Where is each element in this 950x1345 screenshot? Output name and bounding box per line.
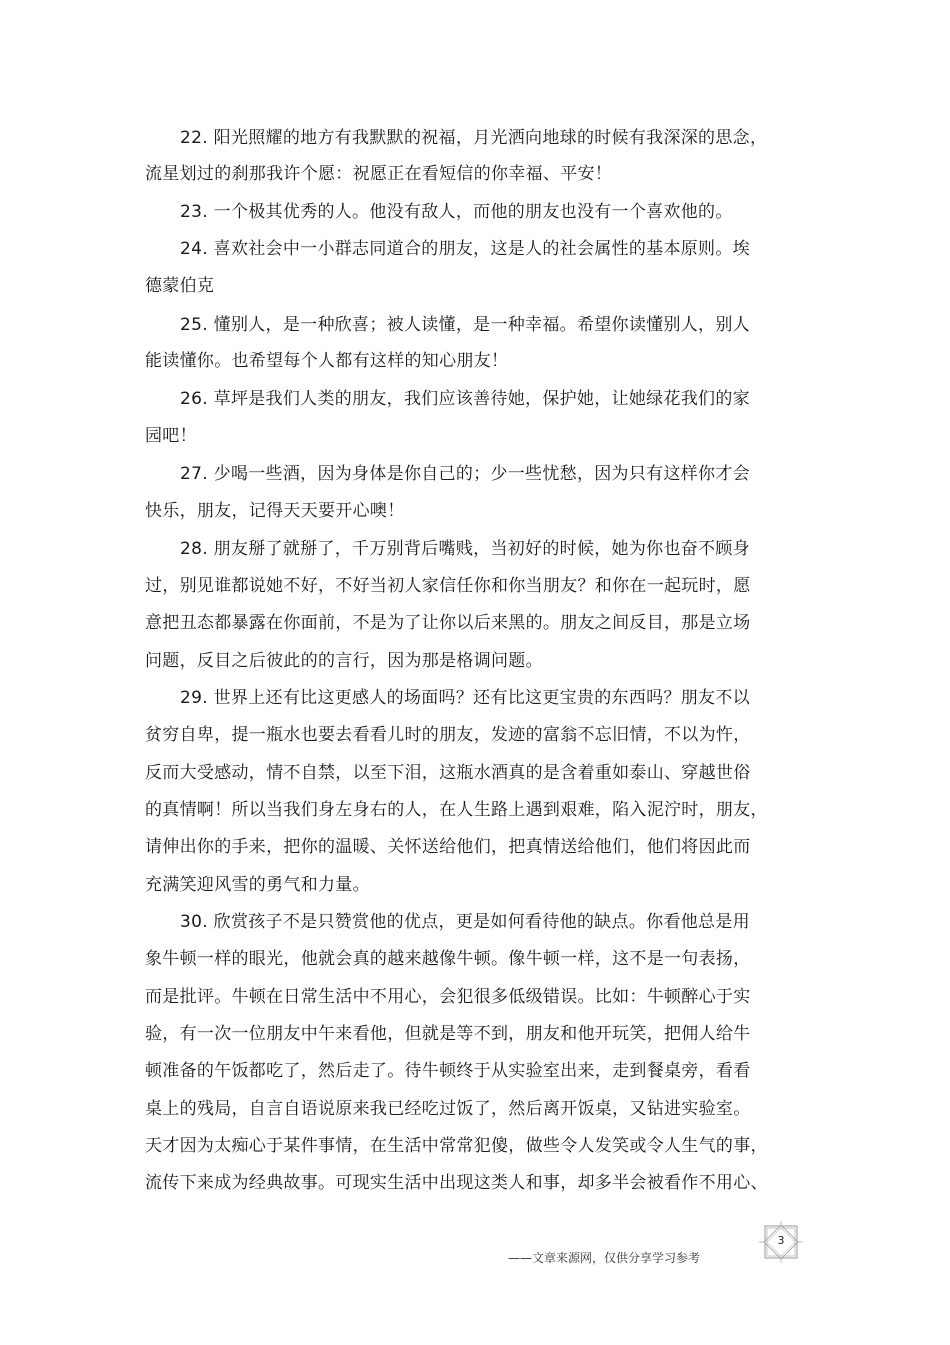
text-line: 充满笑迎风雪的勇气和力量。 bbox=[145, 875, 370, 895]
text-line: 24. 喜欢社会中一小群志同道合的朋友，这是人的社会属性的基本原则。埃 bbox=[180, 239, 750, 259]
text-line: 30. 欣赏孩子不是只赞赏他的优点，更是如何看待他的缺点。你看他总是用 bbox=[180, 912, 750, 932]
text-line: 23. 一个极其优秀的人。他没有敌人，而他的朋友也没有一个喜欢他的。 bbox=[180, 202, 733, 222]
text-line: 贫穷自卑，提一瓶水也要去看看儿时的朋友，发迹的富翁不忘旧情，不以为忤， bbox=[145, 725, 751, 745]
source-footnote: ——文章来源网，仅供分享学习参考 bbox=[508, 1251, 701, 1265]
text-line: 意把丑态都暴露在你面前，不是为了让你以后来黑的。朋友之间反目，那是立场 bbox=[145, 613, 751, 633]
text-line: 过，别见谁都说她不好，不好当初人家信任你和你当朋友？和你在一起玩时，愿 bbox=[145, 576, 751, 596]
text-line: 能读懂你。也希望每个人都有这样的知心朋友！ bbox=[145, 351, 509, 371]
text-line: 请伸出你的手来，把你的温暖、关怀送给他们，把真情送给他们，他们将因此而 bbox=[145, 837, 751, 857]
text-line: 26. 草坪是我们人类的朋友，我们应该善待她，保护她，让她绿花我们的家 bbox=[180, 389, 750, 409]
text-line: 28. 朋友掰了就掰了，千万别背后嘴贱，当初好的时候，她为你也奋不顾身 bbox=[180, 539, 750, 559]
page-number-badge bbox=[757, 1220, 805, 1264]
text-line: 流星划过的刹那我许个愿：祝愿正在看短信的你幸福、平安！ bbox=[145, 164, 613, 184]
text-line: 27. 少喝一些酒，因为身体是你自己的；少一些忧愁，因为只有这样你才会 bbox=[180, 464, 750, 484]
text-line: 22. 阳光照耀的地方有我默默的祝福，月光洒向地球的时候有我深深的思念， bbox=[180, 128, 768, 148]
text-line: 顿准备的午饭都吃了，然后走了。待牛顿终于从实验室出来，走到餐桌旁，看看 bbox=[145, 1061, 751, 1081]
text-line: 验，有一次一位朋友中午来看他，但就是等不到，朋友和他开玩笑，把佣人给牛 bbox=[145, 1024, 751, 1044]
text-line: 象牛顿一样的眼光，他就会真的越来越像牛顿。像牛顿一样，这不是一句表扬， bbox=[145, 949, 751, 969]
text-line: 天才因为太痴心于某件事情，在生活中常常犯傻，做些令人发笑或令人生气的事， bbox=[145, 1136, 768, 1156]
text-line: 问题，反目之后彼此的的言行，因为那是格调问题。 bbox=[145, 651, 543, 671]
text-line: 桌上的残局，自言自语说原来我已经吃过饭了，然后离开饭桌，又钻进实验室。 bbox=[145, 1099, 751, 1119]
text-line: 园吧！ bbox=[145, 426, 197, 446]
text-line: 德蒙伯克 bbox=[145, 276, 215, 296]
text-line: 而是批评。牛顿在日常生活中不用心，会犯很多低级错误。比如：牛顿醉心于实 bbox=[145, 987, 751, 1007]
text-line: 25. 懂别人，是一种欣喜；被人读懂，是一种幸福。希望你读懂别人，别人 bbox=[180, 315, 750, 335]
text-line: 快乐，朋友，记得天天要开心噢！ bbox=[145, 501, 405, 521]
text-line: 反而大受感动，情不自禁，以至下泪，这瓶水酒真的是含着重如泰山、穿越世俗 bbox=[145, 763, 751, 783]
page-number: 3 bbox=[777, 1234, 785, 1247]
text-line: 的真情啊！所以当我们身左身右的人，在人生路上遇到艰难，陷入泥泞时，朋友， bbox=[145, 800, 768, 820]
text-line: 流传下来成为经典故事。可现实生活中出现这类人和事，却多半会被看作不用心、 bbox=[145, 1173, 768, 1193]
text-line: 29. 世界上还有比这更感人的场面吗？还有比这更宝贵的东西吗？朋友不以 bbox=[180, 688, 750, 708]
